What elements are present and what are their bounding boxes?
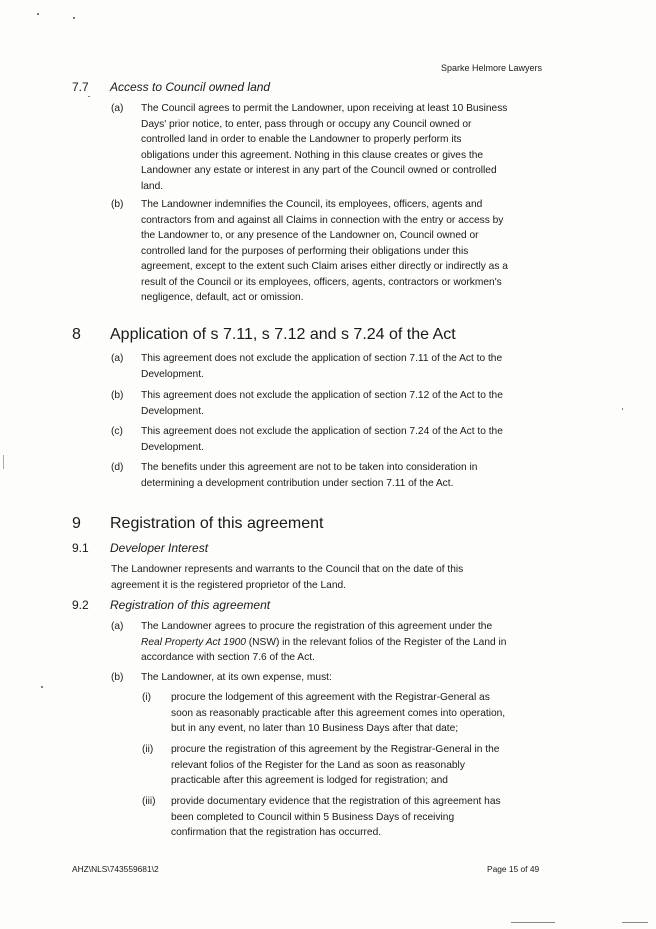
clause-9-2-a-text: The Landowner agrees to procure the registration of this agreement under the Real Property Act 1900 (NSW) in the relevant folios of the Register of the Land in accordance with section 7.6 of the Act. xyxy=(141,621,507,663)
clause-9-2-number: 9.2 xyxy=(72,598,89,612)
scan-speck xyxy=(622,408,623,410)
clause-9-2-b-ii-label: (ii) xyxy=(142,744,154,755)
scan-speck xyxy=(37,13,39,15)
clause-9-heading: Registration of this agreement xyxy=(110,515,324,532)
clause-8-a-text: This agreement does not exclude the application of section 7.11 of the Act to the Development. xyxy=(141,353,503,380)
clause-8-b-text: This agreement does not exclude the application of section 7.12 of the Act to the Development. xyxy=(141,390,503,417)
scan-speck xyxy=(73,17,75,19)
clause-9-2-a-label: (a) xyxy=(111,621,124,632)
clause-8-b-label: (b) xyxy=(111,390,124,401)
clause-9-number: 9 xyxy=(72,515,81,532)
clause-7-7-number: 7.7 xyxy=(72,80,89,94)
clause-9-2-b-label: (b) xyxy=(111,672,124,683)
clause-7-7-a-label: (a) xyxy=(111,103,124,114)
clause-9-2-b-iii-label: (iii) xyxy=(142,796,156,807)
scan-speck xyxy=(41,686,43,688)
clause-9-2-b-i-text: procure the lodgement of this agreement with the Registrar-General as soon as reasonably practicable after this agreement comes into operation, but in any event, no later than 10 Business Days after that date; xyxy=(171,692,506,734)
act-name: Real Property Act 1900 xyxy=(141,636,246,648)
clause-9-2-b-intro: The Landowner, at its own expense, must: xyxy=(141,672,332,683)
clause-7-7-a-text: The Council agrees to permit the Landowner, upon receiving at least 10 Business Days' prior notice, to enter, pass through or occupy any Council owned or controlled land in order to enable the Landowner to properly perform its obligations under this agreement. Nothing in this clause creates or gives the Landowner any estate or interest in any part of the Council owned or controlled land. xyxy=(141,103,508,192)
clause-8-heading: Application of s 7.11, s 7.12 and s 7.24 of the Act xyxy=(110,326,456,343)
clause-8-d-text: The benefits under this agreement are not to be taken into consideration in determining a development contribution under section 7.11 of the Act. xyxy=(141,462,478,489)
clause-9-2-title: Registration of this agreement xyxy=(110,598,271,612)
clause-8-a-label: (a) xyxy=(111,353,124,364)
clause-8-number: 8 xyxy=(72,326,81,343)
scan-edge-dash xyxy=(511,922,555,923)
header-firm-name: Sparke Helmore Lawyers xyxy=(441,63,543,73)
scan-edge-dash xyxy=(622,922,648,923)
scan-edge-line xyxy=(3,455,4,469)
clause-8-c-text: This agreement does not exclude the application of section 7.24 of the Act to the Development. xyxy=(141,426,503,453)
footer-doc-ref: AHZ\NLS\743559681\2 xyxy=(72,864,159,874)
footer-page-number: Page 15 of 49 xyxy=(487,864,540,874)
clause-8-d-label: (d) xyxy=(111,462,124,473)
clause-9-2-b-iii-text: provide documentary evidence that the registration of this agreement has been completed to Council within 5 Business Days of receiving confirmation that the registration has occurred. xyxy=(171,796,501,838)
scan-speck xyxy=(88,96,90,97)
clause-7-7-b-text: The Landowner indemnifies the Council, its employees, officers, agents and contractors from and against all Claims in connection with the entry or access by the Landowner to, or any presence of the Landowner on, Council owned or controlled land for the purposes of performing their obligations under this agreement, except to the extent such Claim arises either directly or indirectly as a result of the Council or its employees, officers, agents, contractors or workmen's negligence, default, act or omission. xyxy=(141,199,508,303)
clause-9-1-title: Developer Interest xyxy=(110,541,209,555)
clause-9-2-b-ii-text: procure the registration of this agreement by the Registrar-General in the relevant folios of the Register for the Land as soon as reasonably practicable after this agreement is lodged for registration; and xyxy=(171,744,500,786)
clause-7-7-title: Access to Council owned land xyxy=(110,80,271,94)
clause-9-1-number: 9.1 xyxy=(72,541,89,555)
clause-9-1-text: The Landowner represents and warrants to the Council that on the date of this agreement it is the registered proprietor of the Land. xyxy=(111,564,464,591)
clause-9-2-b-i-label: (i) xyxy=(142,692,152,703)
clause-8-c-label: (c) xyxy=(111,426,123,437)
clause-7-7-b-label: (b) xyxy=(111,199,124,210)
